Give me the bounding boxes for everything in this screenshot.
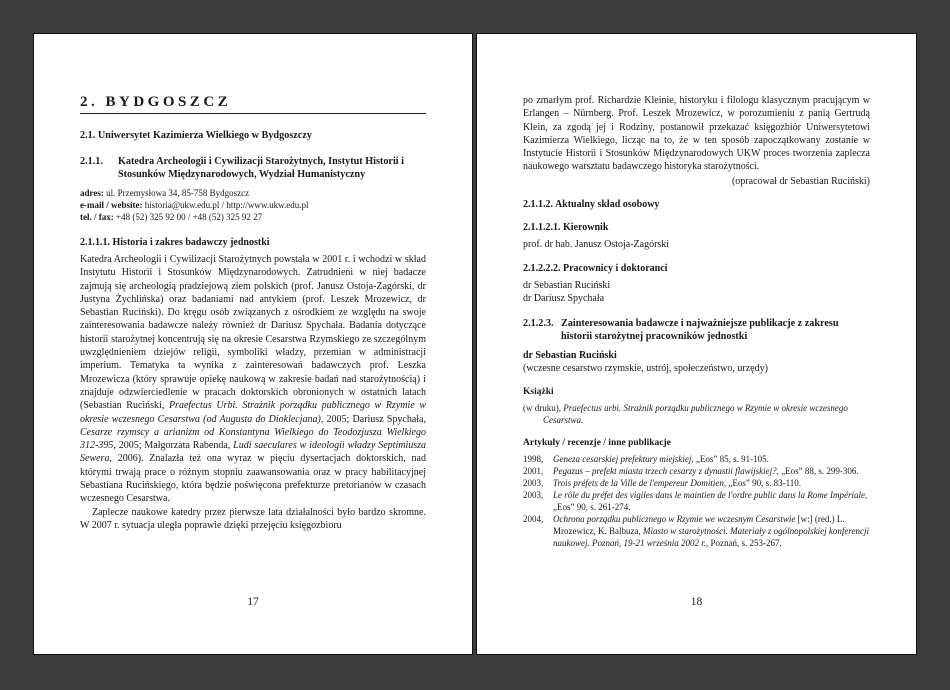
staff-heading: 2.1.1.2. Aktualny skład osobowy: [523, 198, 660, 210]
head-heading: 2.1.1.2.1. Kierownik: [523, 221, 609, 233]
publication-details-2: , Poznań, s. 253-267.: [706, 537, 782, 548]
interests-number: 2.1.2.3.: [523, 317, 554, 329]
subsection-number: 2.1.1.: [80, 156, 103, 167]
person-name: dr Sebastian Ruciński: [523, 349, 617, 361]
section-heading: 2.1. Uniwersytet Kazimierza Wielkiego w Bydgoszczy: [80, 130, 312, 141]
subsection-title: Katedra Archeologii i Cywilizacji Starożytnych, Instytut Historii i Stosunków Międzynarodowych, Wydział Humanistyczny: [118, 156, 404, 180]
address-label: adres:: [80, 188, 104, 198]
publication-item: [523, 513, 870, 549]
publication-details: [w:] (red.) L. Mrozewicz, K. Balbuza,: [553, 513, 845, 536]
articles-heading: Artykuły / recenzje / inne publikacje: [523, 437, 671, 448]
history-body: [80, 253, 426, 532]
publication-title: Geneza cesarskiej prefektury miejskiej: [553, 453, 692, 464]
publication-volume-title: Miasto w starożytności. Materiały z ogólnopolskiej konferencji naukowej. Poznań, 19-21 września 2002 r.: [553, 525, 870, 548]
address-value: ul. Przemysłowa 34, 85-758 Bydgoszcz: [106, 188, 250, 198]
publication-details: , „Eos” 85, s. 91-105.: [691, 453, 769, 464]
continued-paragraph: po zmarłym prof. Richardzie Kleinie, historyku i filologu klasycznym pracującym w Erlangen – Nürnberg. Prof. Leszek Mrozewicz, w porozumieniu z panią Gertrudą Klein, za zgodą jej i Rodziny, postanowił przekazać księgozbiór Uniwersytetowi Kazimierza Wielkiego, licząc na to, że w ten sposób zapoczątkowany zostanie w Instytucie Historii i Stosunków Międzynarodowych UKW proces tworzenia zaplecza naukowego warsztatu badawczego historyka starożytności.: [523, 95, 870, 173]
worker-1: dr Sebastian Ruciński: [523, 279, 611, 291]
publication-year: 2001,: [523, 465, 544, 476]
subsection-heading: [80, 155, 426, 181]
publication-details: , „Eos” 90, s. 83-110.: [723, 477, 801, 488]
para1-italic-2: Cesarze rzymscy a arianizm od Konstantyna Wielkiego do Teodozjusza Wielkiego 312-395: [80, 426, 426, 452]
publication-year: 2004,: [523, 513, 544, 524]
head-name: prof. dr hab. Janusz Ostoja-Zagórski: [523, 238, 670, 250]
book-entry-title: Praefectus urbi. Strażnik porządku publicznego w Rzymie w okresie wczesnego Cesarstwa.: [543, 402, 848, 425]
tel-value: +48 (52) 325 92 00 / +48 (52) 325 92 27: [116, 212, 263, 222]
book-entry-status: (w druku),: [523, 402, 564, 413]
email-value[interactable]: historia@ukw.edu.pl / http://www.ukw.edu.pl: [144, 200, 309, 210]
person-interests: (wczesne cesarstwo rzymskie, ustrój, społeczeństwo, urzędy): [523, 362, 768, 374]
para1-text-c: , 2005; Małgorzata Rabenda,: [113, 440, 234, 452]
attribution: (opracował dr Sebastian Ruciński): [731, 175, 870, 187]
para1-italic-1: Praefectus Urbi. Strażnik porządku publicznego w Rzymie w okresie wczesnego Cesarstwa (od Augusta do Dioklecjana): [80, 400, 426, 425]
tel-label: tel. / fax:: [80, 212, 114, 222]
page-number-left: 17: [247, 596, 259, 608]
publication-list: [523, 453, 870, 549]
publication-item: [523, 465, 870, 477]
page-number-right: 18: [690, 596, 703, 608]
para1-text-a: Katedra Archeologii i Cywilizacji Starożytnych powstała w 2001 r. i wchodzi w skład Instytutu Historii i Stosunków Międzynarodowych. Zatrudnieni w niej badacze zajmują się archeologią pradziejową ziem polskich (prof. Janusz Ostoja-Zagórski, dr Justyna Żychlińska) oraz badaniami nad antykiem (prof. Leszek Mrozewicz, dr Sebastian Ruciński). Do kręgu osób związanych z ośrodkiem ze względu na swoje zainteresowania badawcze należy również dr Dariusz Spychała. Badania dotyczące historii starożytnej koncentrują się na okresie Cesarstwa Rzymskiego ze szczególnym uwzględnieniem dziejów religii, symboliki władzy, przemian w administracji imperium. Tematyka ta wynika z zainteresowań badawczych prof. Leszka Mrozewicza (który sprawuje opiekę naukową w zakresie badań nad starożytnością) i znajduje odzwierciedlenie w pracach doktorskich obronionych w ostatnich latach (Sebastian Ruciński,: [80, 254, 426, 412]
publication-title: Trois préfets de la Ville de l'empereur Domitien: [553, 477, 724, 488]
workers-heading: 2.1.2.2.2. Pracownicy i doktoranci: [523, 262, 668, 274]
history-paragraph-1: [80, 253, 426, 506]
book-entry: [523, 402, 870, 426]
worker-2: dr Dariusz Spychała: [523, 292, 605, 304]
publication-title: Ochrona porządku publicznego w Rzymie we wczesnym Cesarstwie: [553, 513, 796, 524]
publication-details: , „Eos” 90, s. 261-274.: [553, 489, 868, 512]
interests-title: Zainteresowania badawcze i najważniejsze publikacje z zakresu historii starożytnej pracowników jednostki: [561, 317, 839, 342]
email-label: e-mail / website:: [80, 200, 143, 210]
left-page: [33, 33, 473, 655]
publication-item: [523, 453, 870, 465]
publication-year: 2003,: [523, 477, 544, 488]
interests-heading: [523, 317, 870, 343]
publication-year: 1998,: [523, 453, 544, 464]
right-page: [476, 33, 917, 655]
publication-title: Le rôle du préfet des vigiles dans le maintien de l'ordre public dans la Rome Impériale: [553, 489, 865, 500]
publication-item: [523, 489, 870, 513]
publication-details: , „Eos” 88, s. 299-306.: [776, 465, 859, 476]
chapter-title: 2. BYDGOSZCZ: [80, 94, 426, 114]
para1-text-d: , 2006). Znalazła też ona wyraz w pięciu dysertacjach doktorskich, nad którymi trwają prace o różnym stopniu zaawansowania oraz w pracy habilitacyjnej Sebastiana Rucińskiego, która będzie poświęcona prefekturze pretorianów w czasach wczesnego Cesarstwa.: [80, 453, 426, 505]
contact-block: [80, 187, 426, 223]
publication-title: Pegazus – prefekt miasta trzech cesarzy z dynastii flawijskiej?: [553, 465, 777, 476]
para1-italic-3: Ludi saeculares w ideologii władzy Septimiusza Sewera: [80, 440, 427, 465]
history-heading: 2.1.1.1. Historia i zakres badawczy jednostki: [80, 237, 270, 248]
books-heading: Książki: [523, 386, 554, 397]
para1-text-b: , 2005; Dariusz Spychała,: [320, 413, 426, 425]
publication-year: 2003,: [523, 489, 544, 500]
publication-item: [523, 477, 870, 489]
history-paragraph-2: Zaplecze naukowe katedry przez pierwsze lata działalności było bardzo skromne. W 2007 r. sytuacja uległa poprawie dzięki przejęciu księgozbioru: [80, 506, 426, 531]
